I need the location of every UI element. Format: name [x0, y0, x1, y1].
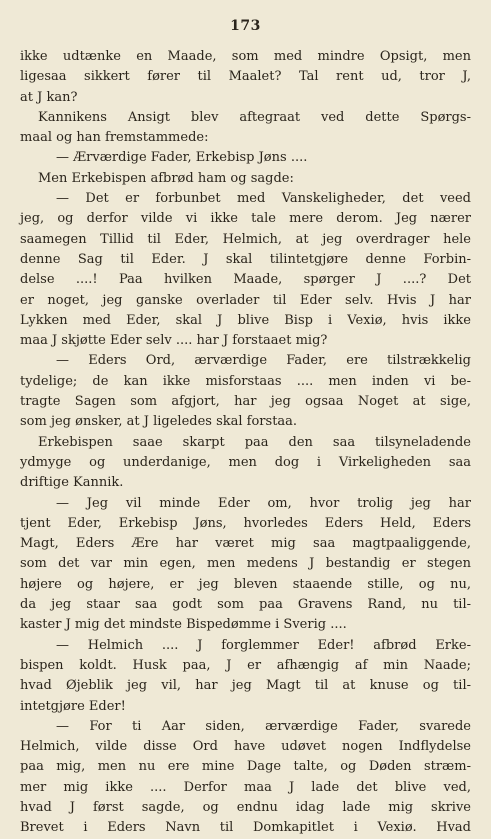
text-line: — Eders Ord, ærværdige Fader, ere tilstrækkelig — [56, 353, 471, 369]
text-line: denne Sag til Eder. J skal tilintetgjøre denne Forbin- — [20, 251, 471, 267]
text-line: kaster J mig det mindste Bispedømme i Sverig .... — [20, 617, 347, 633]
text-line: ligesaa sikkert fører til Maalet? Tal rent ud, tror J, — [20, 69, 471, 85]
body-text — [20, 47, 471, 839]
text-line: ikke udtænke en Maade, som med mindre Opsigt, men — [20, 49, 471, 64]
text-line: saamegen Tillid til Eder, Helmich, at jeg overdrager hele — [20, 231, 471, 247]
text-line: Magt, Eders Ære har været mig saa magtpaaliggende, — [20, 536, 471, 552]
text-line: Kannikens Ansigt blev aftegraat ved dette Spørgs- — [38, 109, 471, 125]
text-line: — Det er forbunbet med Vanskeligheder, det veed — [56, 191, 471, 207]
text-line: at J kan? — [20, 89, 78, 105]
text-line: — For ti Aar siden, ærværdige Fader, svarede — [56, 718, 471, 734]
text-line: intetgjøre Eder! — [20, 698, 126, 714]
text-line: hvad Øjeblik jeg vil, har jeg Magt til at knuse og til- — [20, 678, 471, 694]
text-line: delse ....! Paa hvilken Maade, spørger J ....? Det — [20, 272, 471, 288]
text-line: da jeg staar saa godt som paa Gravens Rand, nu til- — [20, 597, 471, 613]
text-line: — Ærværdige Fader, Erkebisp Jøns .... — [56, 150, 308, 166]
text-line: som det var min egen, men medens J bestandig er stegen — [20, 556, 471, 572]
text-line: hvad J først sagde, og endnu idag lade mig skrive — [20, 799, 471, 815]
text-line: mer mig ikke .... Derfor maa J lade det blive ved, — [20, 779, 471, 795]
text-line: Erkebispen saae skarpt paa den saa tilsyneladende — [38, 434, 471, 450]
text-line: Helmich, vilde disse Ord have udøvet nogen Indflydelse — [20, 739, 471, 755]
text-line: som jeg ønsker, at J ligeledes skal forstaa. — [20, 414, 298, 430]
text-line: jeg, og derfor vilde vi ikke tale mere derom. Jeg nærer — [20, 211, 471, 227]
text-line: Men Erkebispen afbrød ham og sagde: — [38, 170, 294, 186]
text-line: Brevet i Eders Navn til Domkapitlet i Vexiø. Hvad — [20, 820, 471, 836]
text-line: er noget, jeg ganske overlader til Eder selv. Hvis J har — [20, 292, 471, 308]
text-line: tragte Sagen som afgjort, har jeg ogsaa Noget at sige, — [20, 394, 471, 410]
text-line: paa mig, men nu ere mine Dage talte, og Døden stræm- — [20, 759, 471, 775]
page-number: 173 — [230, 18, 261, 34]
text-line: maal og han fremstammede: — [20, 130, 209, 146]
text-line: højere og højere, er jeg bleven staaende stille, og nu, — [20, 576, 471, 592]
text-line: tjent Eder, Erkebisp Jøns, hvorledes Eders Held, Eders — [20, 515, 471, 531]
text-line: maa J skjøtte Eder selv .... har J forstaaet mig? — [20, 333, 328, 349]
text-line: — Jeg vil minde Eder om, hvor trolig jeg har — [56, 495, 471, 511]
text-line: — Helmich .... J forglemmer Eder! afbrød Erke- — [56, 637, 471, 653]
text-line: driftige Kannik. — [20, 475, 124, 491]
text-line: Lykken med Eder, skal J blive Bisp i Vexiø, hvis ikke — [20, 312, 471, 328]
text-line: bispen koldt. Husk paa, J er afhængig af min Naade; — [20, 657, 471, 673]
text-line: ydmyge og underdanige, men dog i Virkeligheden saa — [20, 454, 471, 470]
text-line: tydelige; de kan ikke misforstaas .... men inden vi be- — [20, 373, 471, 389]
